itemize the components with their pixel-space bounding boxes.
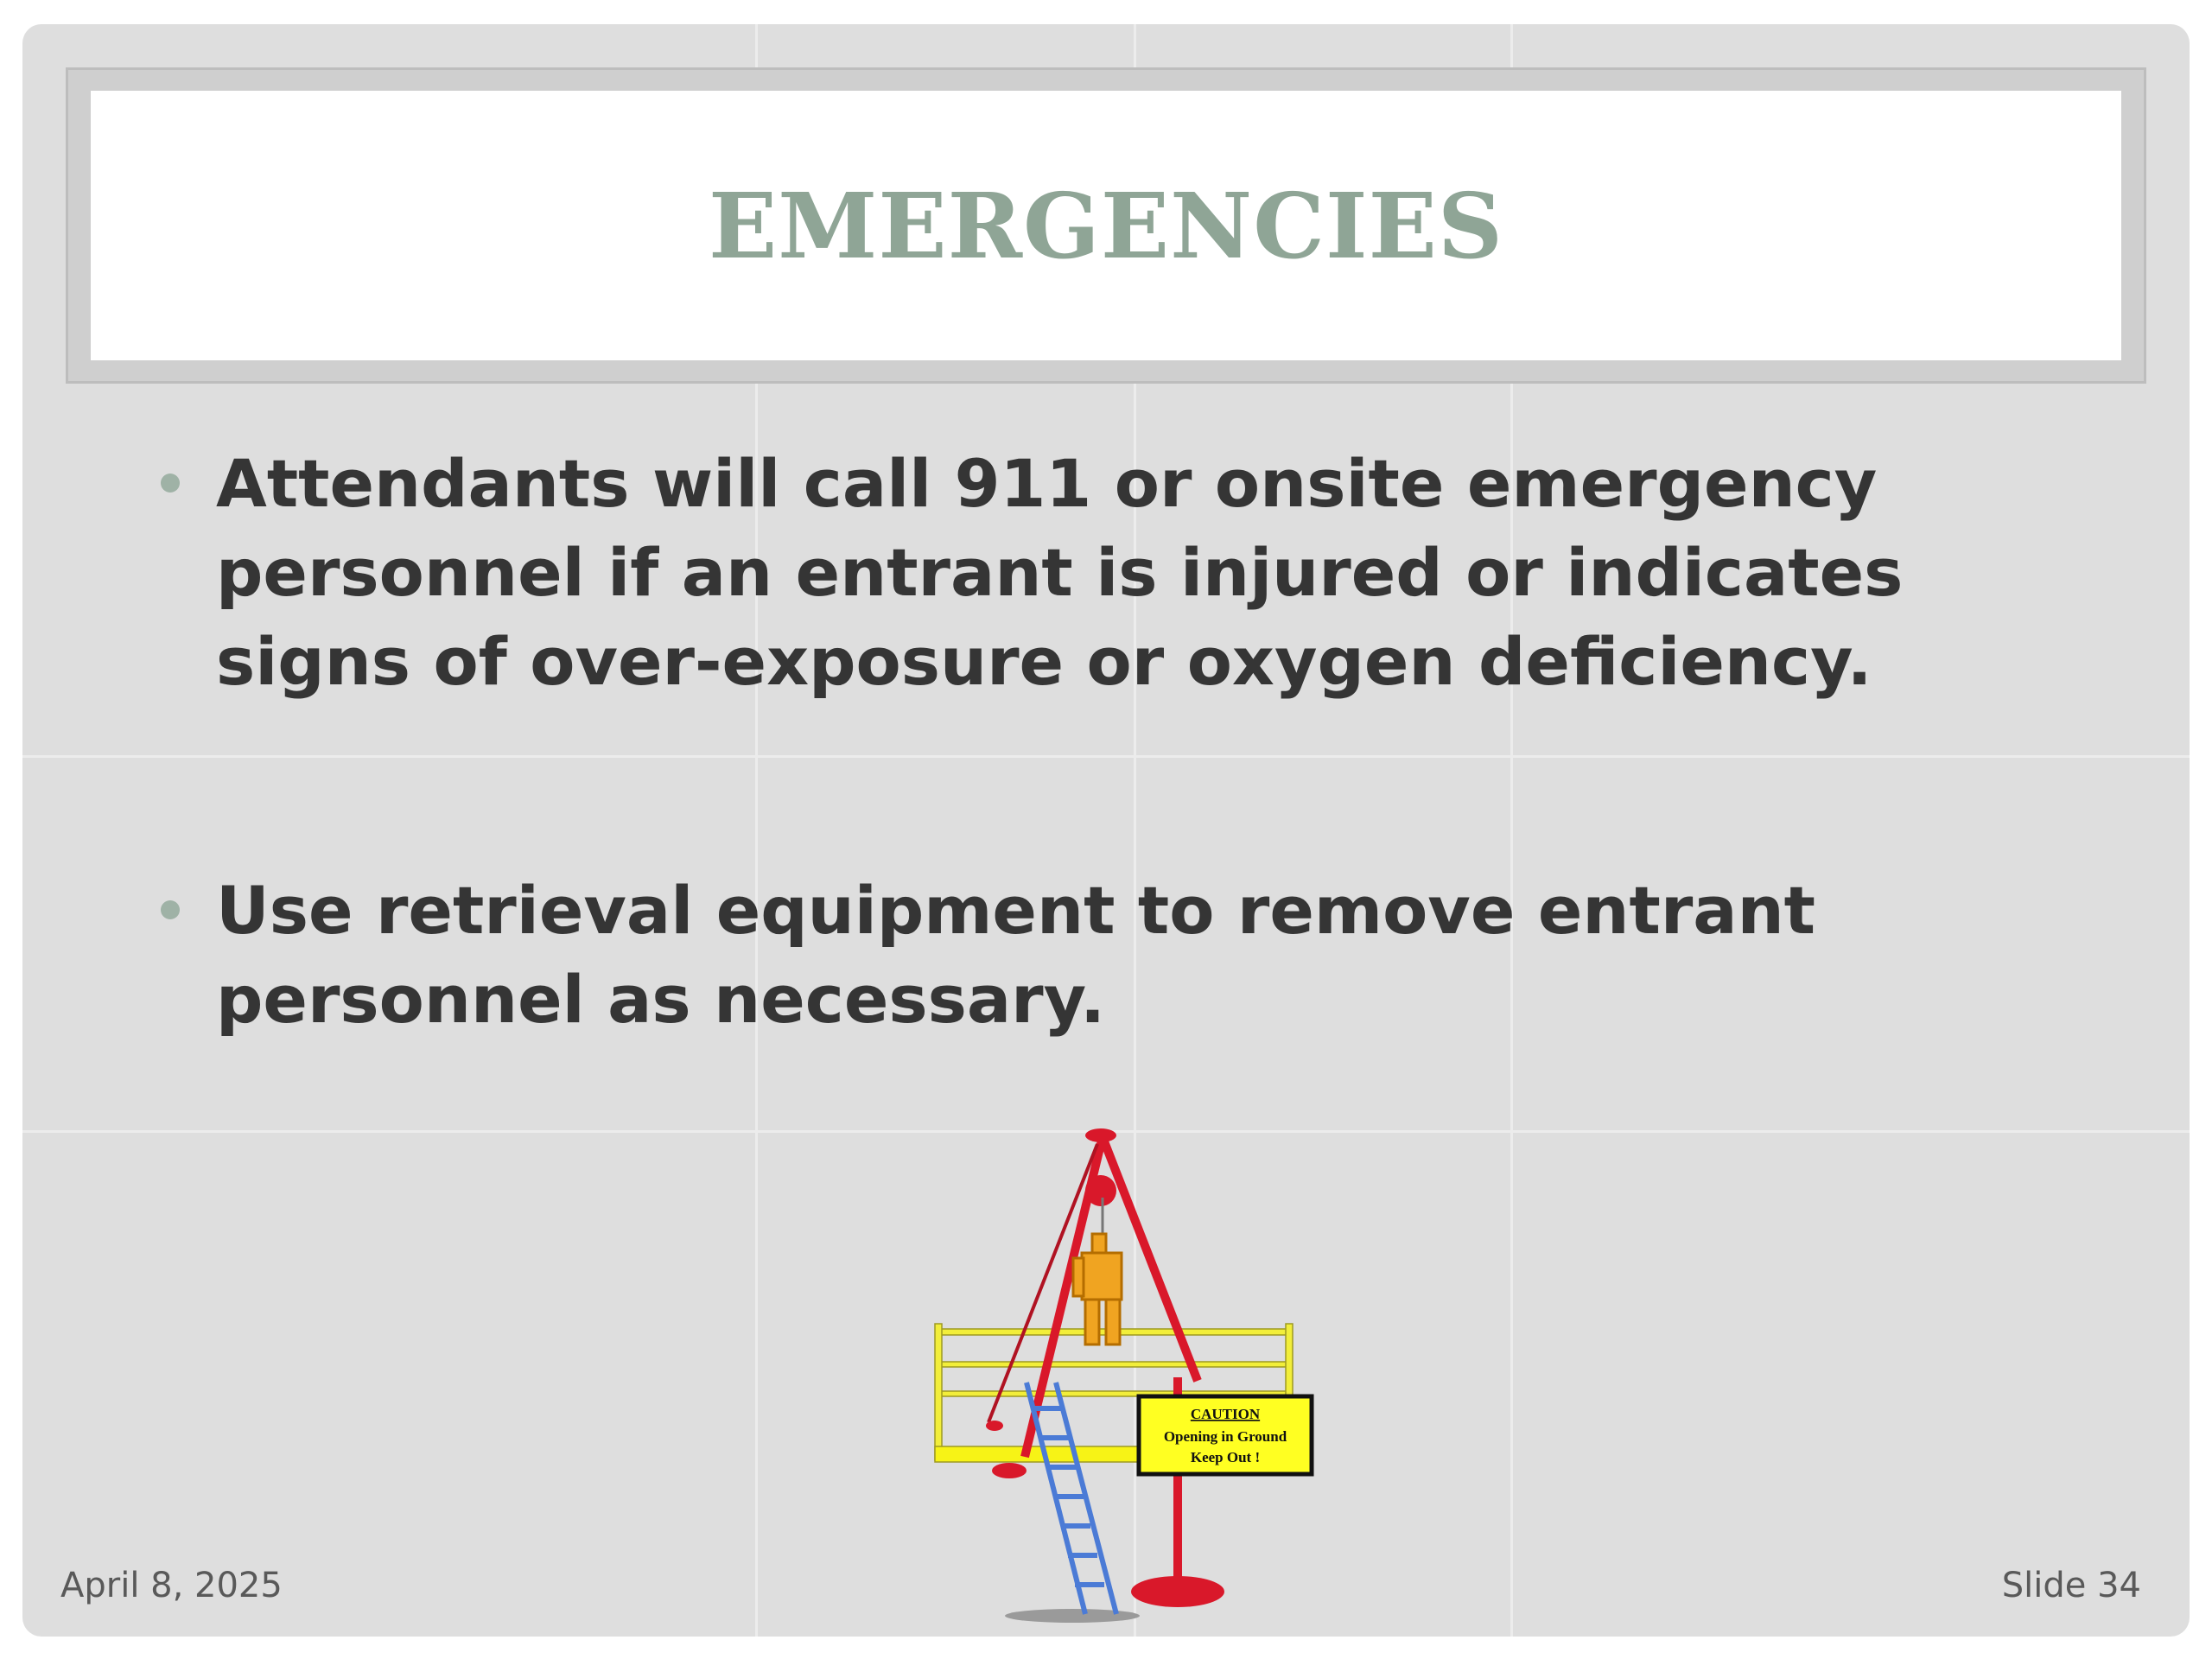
slide-title: EMERGENCIES bbox=[708, 172, 1504, 279]
bullet-icon bbox=[161, 474, 180, 493]
sign-line-1: CAUTION bbox=[1190, 1406, 1261, 1422]
confined-space-tripod-illustration bbox=[912, 1096, 1344, 1637]
bullet-list bbox=[152, 439, 2105, 1044]
title-box bbox=[91, 91, 2121, 360]
slide-number: Slide 34 bbox=[2001, 1566, 2141, 1605]
bullet-item bbox=[152, 439, 2105, 706]
sign-line-2: Opening in Ground bbox=[1163, 1428, 1287, 1445]
entrant-figure bbox=[1073, 1234, 1122, 1344]
bullet-text: Use retrieval equipment to remove entrant personnel as necessary. bbox=[216, 872, 1816, 1038]
footer-date: April 8, 2025 bbox=[60, 1566, 283, 1605]
manhole-opening bbox=[1005, 1609, 1140, 1623]
caution-sign bbox=[1139, 1396, 1312, 1474]
slide bbox=[22, 24, 2190, 1637]
title-frame bbox=[66, 67, 2146, 384]
ladder bbox=[1027, 1382, 1116, 1614]
bullet-text: Attendants will call 911 or onsite emergency personnel if an entrant is injured or indicates signs of over-exposure or oxygen deficiency. bbox=[216, 445, 1904, 700]
bullet-item bbox=[152, 866, 2105, 1044]
sign-line-3: Keep Out ! bbox=[1190, 1449, 1261, 1465]
bullet-icon bbox=[161, 900, 180, 919]
